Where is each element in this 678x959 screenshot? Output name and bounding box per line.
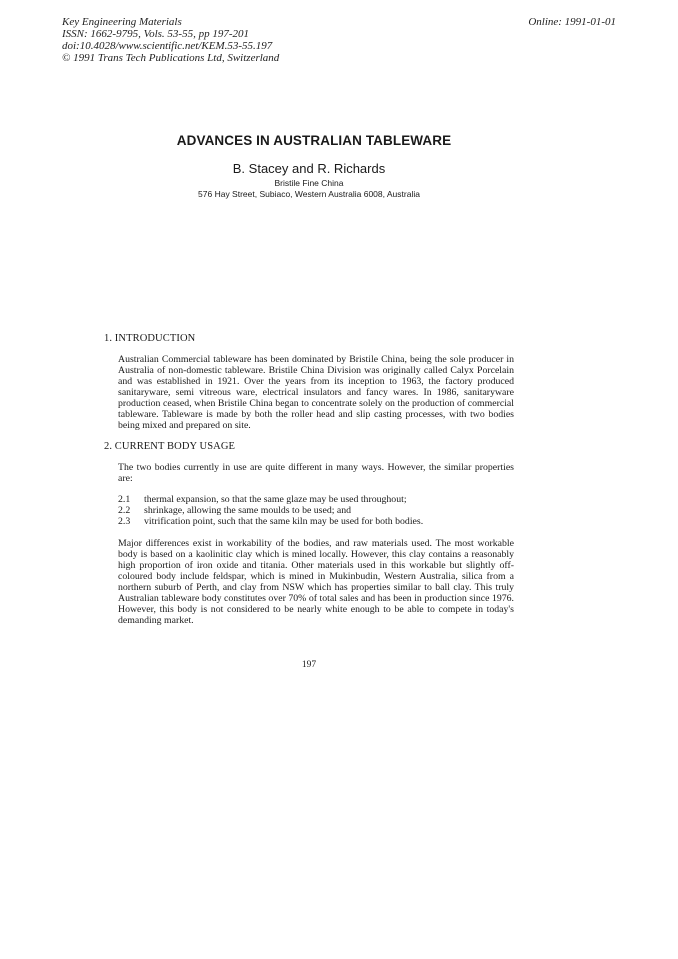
list-item — [118, 494, 514, 505]
introduction-paragraph: Australian Commercial tableware has been dominated by Bristile China, being the sole producer in Australia of non-domestic tableware. Bristile China Division was originally called Calyx Porcelain and was established in 1921. Over the years from its inception to 1963, the factory produced sanitaryware, semi vitreous ware, electrical insulators and fancy wares. In 1986, sanitaryware production ceased, when Bristile China began to concentrate solely on the production of commercial tableware. Tableware is made by both the roller head and slip casting processes, with two bodies being mixed and prepared on site. — [118, 354, 514, 431]
list-item-text: shrinkage, allowing the same moulds to be used; and — [144, 505, 352, 516]
properties-list — [118, 494, 514, 527]
list-item — [118, 505, 514, 516]
online-date: Online: 1991-01-01 — [528, 16, 616, 28]
paper-authors: B. Stacey and R. Richards — [232, 161, 386, 176]
page-number: 197 — [301, 660, 317, 670]
doi-line: doi:10.4028/www.scientific.net/KEM.53-55.197 — [62, 40, 273, 52]
list-item-number: 2.3 — [118, 516, 131, 527]
list-item — [118, 516, 514, 527]
list-item-number: 2.2 — [118, 505, 131, 516]
affiliation: Bristile Fine China — [274, 178, 344, 188]
paper-title: ADVANCES IN AUSTRALIAN TABLEWARE — [176, 133, 452, 148]
journal-name: Key Engineering Materials — [62, 16, 182, 28]
copyright-line: © 1991 Trans Tech Publications Ltd, Switzerland — [62, 52, 280, 64]
list-item-number: 2.1 — [118, 494, 131, 505]
body-usage-intro: The two bodies currently in use are quite different in many ways. However, the similar properties are: — [118, 462, 514, 484]
list-item-text: vitrification point, such that the same kiln may be used for both bodies. — [144, 516, 424, 527]
list-item-text: thermal expansion, so that the same glaze may be used throughout; — [144, 494, 407, 505]
body-usage-paragraph: Major differences exist in workability of the bodies, and raw materials used. The most workable body is based on a kaolinitic clay which is mined locally. However, this clay contains a reasonably high proportion of iron oxide and titania. Other materials used in this workable but slightly off-coloured body include feldspar, which is mined in Mukinbudin, Western Australia, silica from a northern suburb of Perth, and clay from NSW which has properties similar to ball clay. This truly Australian tableware body constitutes over 70% of total sales and has been in production since 1976. However, this body is not considered to be nearly white enough to be able to compete in today's demanding market. — [118, 538, 514, 626]
section-heading-introduction: 1. INTRODUCTION — [104, 333, 196, 344]
issn-line: ISSN: 1662-9795, Vols. 53-55, pp 197-201 — [62, 28, 249, 40]
section-heading-current-body-usage: 2. CURRENT BODY USAGE — [104, 441, 236, 452]
publication-info — [62, 16, 279, 64]
address: 576 Hay Street, Subiaco, Western Australia 6008, Australia — [198, 189, 420, 199]
